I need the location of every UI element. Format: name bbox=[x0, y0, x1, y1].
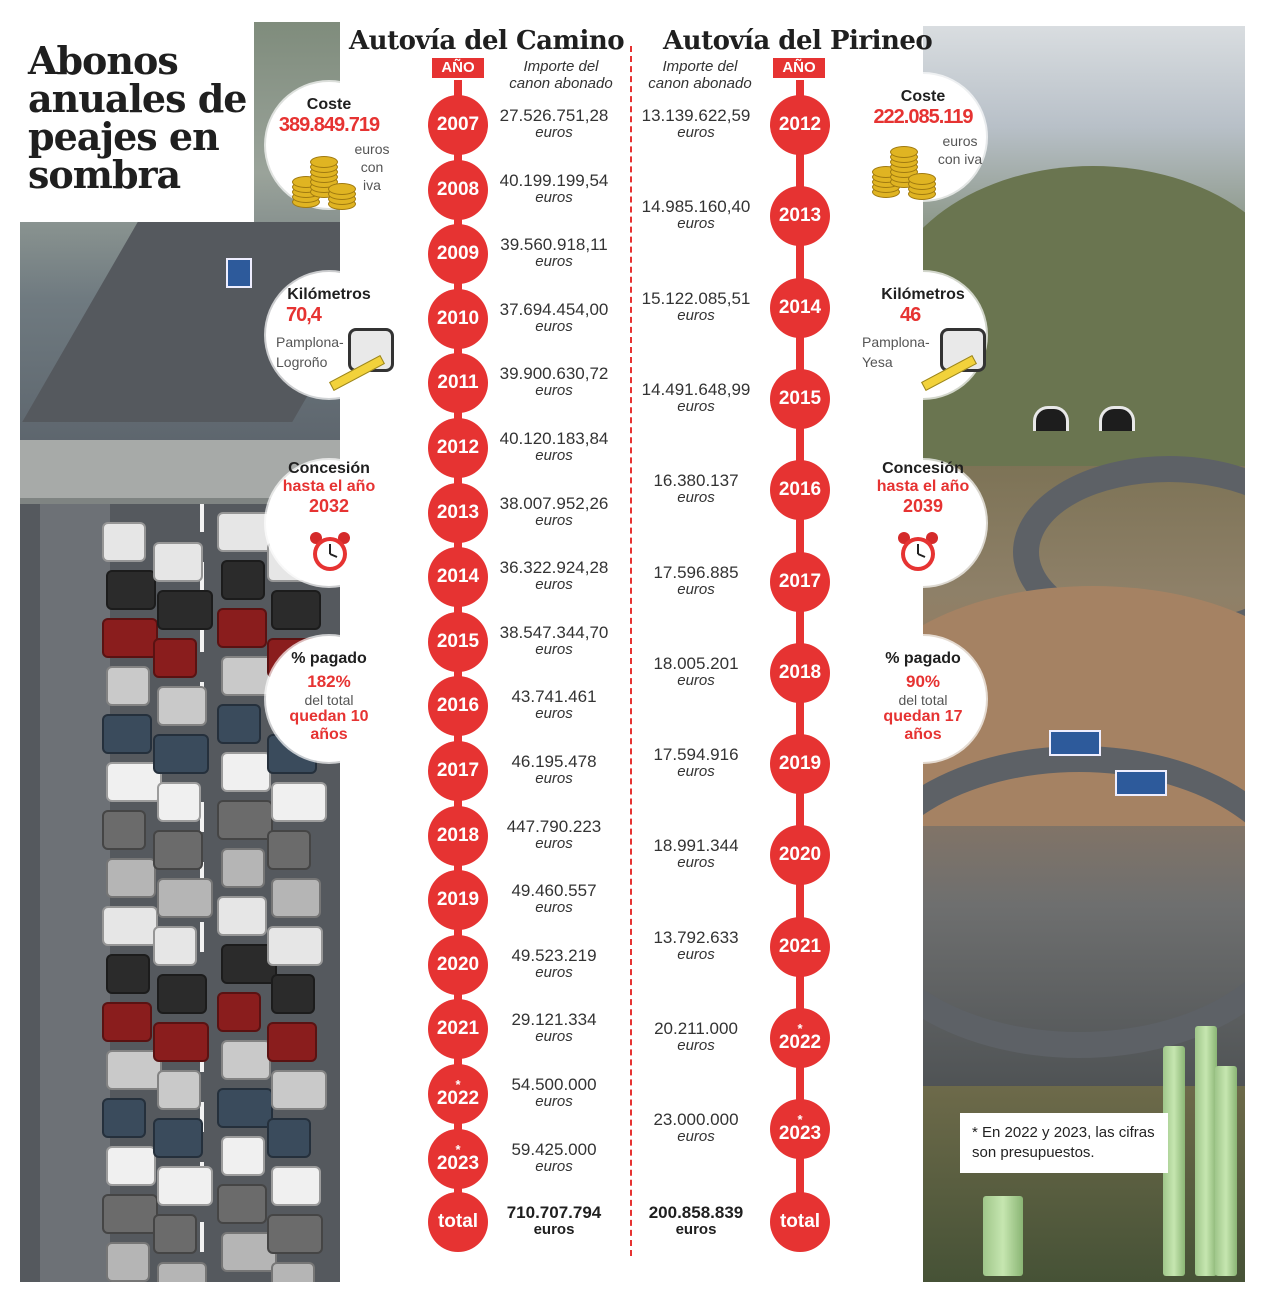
car bbox=[153, 734, 209, 774]
year-label: 2016 bbox=[436, 695, 480, 717]
amount-unit: euros bbox=[535, 188, 573, 206]
pirineo-paid-badge bbox=[860, 636, 986, 762]
coin-shape bbox=[310, 156, 338, 168]
concession-until: hasta el año bbox=[282, 478, 376, 495]
pirineo-year-node bbox=[770, 643, 830, 703]
pirineo-year-node bbox=[770, 552, 830, 612]
year-label: 2018 bbox=[778, 661, 822, 683]
paid-label: % pagado bbox=[885, 650, 961, 667]
paid-value: 182% bbox=[307, 672, 351, 691]
year-label: 2009 bbox=[436, 243, 480, 265]
amount-unit: euros bbox=[675, 1221, 717, 1238]
amount-unit: euros bbox=[677, 1128, 715, 1146]
amount-value: 18.005.201 bbox=[653, 653, 739, 673]
amount-unit: euros bbox=[677, 580, 715, 598]
car bbox=[271, 1262, 315, 1282]
pirineo-year-node bbox=[770, 278, 830, 338]
year-label: 2012 bbox=[778, 114, 822, 135]
budget-asterisk: * bbox=[797, 1112, 803, 1128]
coin-shape bbox=[890, 146, 918, 158]
car bbox=[267, 926, 323, 966]
car bbox=[102, 1098, 146, 1138]
camino-concession-badge bbox=[266, 460, 392, 586]
year-label: 2023 bbox=[778, 1123, 822, 1145]
car bbox=[267, 1214, 323, 1254]
concession-label: Concesión bbox=[288, 460, 370, 477]
amount-unit: euros bbox=[535, 963, 573, 981]
budget-asterisk: * bbox=[455, 1077, 461, 1092]
car bbox=[102, 618, 158, 658]
amount-unit: euros bbox=[535, 124, 573, 141]
pirineo-year-header: AÑO bbox=[773, 58, 825, 78]
car bbox=[217, 608, 267, 648]
camino-amount bbox=[479, 818, 629, 852]
car bbox=[102, 1002, 152, 1042]
concession-year: 2032 bbox=[308, 496, 350, 516]
year-label: 2020 bbox=[778, 844, 822, 866]
amount-unit: euros bbox=[677, 397, 715, 415]
car bbox=[153, 1118, 203, 1158]
coins-icon bbox=[868, 138, 932, 192]
amount-unit: euros bbox=[677, 124, 715, 141]
year-label: 2014 bbox=[778, 296, 822, 318]
title-box bbox=[18, 22, 254, 222]
coin-shape bbox=[328, 183, 356, 195]
car bbox=[102, 714, 152, 754]
car bbox=[102, 1194, 158, 1234]
paid-of-total: del total bbox=[304, 692, 354, 708]
car bbox=[221, 752, 271, 792]
km-route: Pamplona-Logroño bbox=[276, 334, 344, 370]
concession-until: hasta el año bbox=[876, 478, 970, 495]
pirineo-year-node bbox=[770, 1008, 830, 1068]
year-label: 2018 bbox=[436, 824, 480, 846]
plant-guard bbox=[1215, 1066, 1237, 1276]
amount-value: 14.985.160,40 bbox=[641, 197, 751, 217]
amount-value: 23.000.000 bbox=[653, 1110, 739, 1130]
tunnel-entrance bbox=[1033, 406, 1069, 431]
cost-value: 222.085.119 bbox=[873, 106, 973, 128]
car bbox=[153, 638, 197, 678]
amount-value: 49.460.557 bbox=[511, 881, 597, 901]
amount-value: 39.560.918,11 bbox=[500, 235, 608, 255]
pirineo-year-node bbox=[770, 917, 830, 977]
car bbox=[102, 810, 146, 850]
car bbox=[157, 1262, 207, 1282]
coin-shape bbox=[908, 173, 936, 185]
car bbox=[106, 954, 150, 994]
year-label: 2017 bbox=[778, 570, 822, 592]
amount-value: 39.900.630,72 bbox=[499, 364, 609, 384]
km-value: 46 bbox=[900, 304, 921, 326]
year-label: 2021 bbox=[778, 935, 822, 957]
amount-value: 46.195.478 bbox=[511, 752, 597, 771]
total-label: total bbox=[437, 1211, 479, 1232]
car bbox=[221, 848, 265, 888]
pirineo-km-badge bbox=[860, 272, 986, 398]
pirineo-amount bbox=[621, 198, 771, 232]
paid-of-total: del total bbox=[898, 692, 948, 708]
car bbox=[106, 1146, 156, 1186]
car bbox=[153, 926, 197, 966]
road-sign bbox=[226, 258, 252, 288]
cost-value: 389.849.719 bbox=[278, 114, 380, 136]
paid-remaining: quedan 17 años bbox=[883, 708, 963, 743]
paid-label: % pagado bbox=[291, 650, 367, 667]
amount-value: 49.523.219 bbox=[511, 945, 597, 965]
amount-value: 37.694.454,00 bbox=[499, 299, 609, 319]
km-label: Kilómetros bbox=[881, 286, 965, 303]
amount-unit: euros bbox=[535, 1028, 573, 1046]
pirineo-amount bbox=[621, 1111, 771, 1145]
coins-icon bbox=[288, 148, 352, 202]
car bbox=[157, 974, 207, 1014]
car bbox=[106, 1242, 150, 1282]
year-label: 2017 bbox=[436, 760, 480, 781]
concession-label: Concesión bbox=[882, 460, 964, 477]
pirineo-amount bbox=[621, 837, 771, 871]
pirineo-year-node bbox=[770, 95, 830, 155]
car bbox=[271, 1070, 327, 1110]
amount-value: 447.790.223 bbox=[506, 816, 602, 836]
year-label: 2012 bbox=[436, 437, 480, 458]
budget-asterisk: * bbox=[797, 1021, 803, 1036]
amount-unit: euros bbox=[677, 671, 715, 689]
km-value: 70,4 bbox=[286, 304, 321, 326]
camino-amount bbox=[479, 688, 629, 722]
car bbox=[106, 858, 156, 898]
camino-amount bbox=[479, 236, 629, 270]
plant-guard bbox=[1195, 1026, 1217, 1276]
car bbox=[267, 830, 311, 870]
plant-guard bbox=[983, 1196, 1023, 1276]
pirineo-year-node bbox=[770, 825, 830, 885]
camino-amount bbox=[479, 1141, 629, 1175]
pirineo-amount bbox=[621, 472, 771, 506]
year-label: 2015 bbox=[436, 630, 480, 652]
budget-footnote: * En 2022 y 2023, las cifras son presupuestos. bbox=[960, 1113, 1168, 1173]
camino-km-badge bbox=[266, 272, 392, 398]
car bbox=[217, 1184, 267, 1224]
amount-value: 29.121.334 bbox=[511, 1010, 597, 1030]
amount-value: 27.526.751,28 bbox=[499, 106, 609, 125]
car bbox=[153, 830, 203, 870]
car bbox=[221, 1040, 271, 1080]
amount-unit: euros bbox=[535, 1093, 573, 1110]
car bbox=[153, 1214, 197, 1254]
amount-value: 36.322.924,28 bbox=[499, 558, 609, 578]
car bbox=[102, 522, 146, 562]
amount-value: 18.991.344 bbox=[653, 836, 739, 856]
year-label: 2014 bbox=[436, 566, 480, 588]
camino-amount bbox=[479, 301, 629, 335]
car bbox=[271, 878, 321, 918]
year-label: 2013 bbox=[778, 205, 822, 227]
camino-amount bbox=[479, 882, 629, 916]
camino-paid-badge bbox=[266, 636, 392, 762]
pirineo-amount bbox=[621, 107, 771, 141]
car bbox=[157, 782, 201, 822]
cost-label: Coste bbox=[306, 96, 352, 113]
amount-value: 17.594.916 bbox=[653, 745, 739, 765]
camino-total-amount bbox=[479, 1204, 629, 1238]
total-label: total bbox=[779, 1211, 821, 1232]
cost-unit: euros con iva bbox=[354, 141, 390, 193]
camino-amount bbox=[479, 365, 629, 399]
year-label: 2015 bbox=[778, 387, 822, 409]
amount-unit: euros bbox=[677, 763, 715, 781]
concession-year: 2039 bbox=[902, 496, 944, 516]
year-label: 2020 bbox=[436, 953, 480, 975]
amount-unit: euros bbox=[535, 1157, 573, 1175]
amount-unit: euros bbox=[535, 447, 573, 464]
car bbox=[271, 974, 315, 1014]
amount-value: 40.120.183,84 bbox=[499, 429, 609, 448]
year-label: 2010 bbox=[436, 307, 480, 329]
camino-amount bbox=[479, 947, 629, 981]
paid-remaining: quedan 10 años bbox=[289, 708, 369, 743]
pirineo-cost-badge bbox=[860, 74, 986, 200]
pirineo-total-node bbox=[770, 1192, 830, 1252]
pirineo-amount bbox=[621, 1020, 771, 1054]
car bbox=[271, 782, 327, 822]
page-title: Abonos anuales de peajes en sombra bbox=[28, 38, 247, 197]
amount-value: 200.858.839 bbox=[648, 1203, 744, 1222]
car bbox=[217, 992, 261, 1032]
pirineo-amount bbox=[621, 655, 771, 689]
year-label: 2013 bbox=[436, 501, 480, 523]
paid-value: 90% bbox=[905, 672, 941, 691]
car bbox=[217, 512, 273, 552]
year-label: 2021 bbox=[436, 1018, 480, 1040]
pirineo-amount-header: Importe del canon abonado bbox=[648, 58, 752, 92]
car bbox=[271, 590, 321, 630]
car bbox=[102, 906, 158, 946]
amount-unit: euros bbox=[535, 770, 573, 787]
camino-amount bbox=[479, 1011, 629, 1045]
car bbox=[157, 878, 213, 918]
pirineo-year-node bbox=[770, 1099, 830, 1159]
year-label: 2019 bbox=[778, 753, 822, 775]
camino-amount bbox=[479, 753, 629, 787]
amount-unit: euros bbox=[535, 576, 573, 594]
camino-amount bbox=[479, 624, 629, 658]
amount-unit: euros bbox=[535, 253, 573, 271]
car bbox=[153, 542, 203, 582]
car bbox=[106, 570, 156, 610]
amount-unit: euros bbox=[535, 511, 573, 529]
amount-value: 16.380.137 bbox=[653, 471, 739, 491]
alarm-clock-icon bbox=[896, 530, 940, 574]
amount-unit: euros bbox=[535, 640, 573, 658]
pirineo-amount bbox=[621, 746, 771, 780]
camino-amount-header: Importe del canon abonado bbox=[509, 58, 613, 92]
amount-value: 15.122.085,51 bbox=[641, 288, 751, 308]
amount-unit: euros bbox=[535, 705, 573, 723]
year-label: 2011 bbox=[437, 372, 479, 394]
camino-amount bbox=[479, 172, 629, 206]
car bbox=[106, 666, 150, 706]
camino-amount bbox=[479, 559, 629, 593]
year-label: 2019 bbox=[436, 889, 480, 911]
pirineo-concession-badge bbox=[860, 460, 986, 586]
amount-unit: euros bbox=[677, 1037, 715, 1054]
amount-value: 54.500.000 bbox=[511, 1075, 597, 1094]
pirineo-title: Autovía del Pirineo bbox=[663, 26, 933, 56]
km-label: Kilómetros bbox=[287, 286, 371, 303]
amount-unit: euros bbox=[677, 489, 715, 507]
amount-unit: euros bbox=[535, 317, 573, 335]
amount-value: 59.425.000 bbox=[511, 1139, 597, 1159]
car bbox=[157, 1166, 213, 1206]
pirineo-year-node bbox=[770, 186, 830, 246]
pirineo-amount bbox=[621, 290, 771, 324]
pirineo-total-amount bbox=[621, 1204, 771, 1238]
car bbox=[267, 1022, 317, 1062]
amount-value: 13.792.633 bbox=[653, 927, 739, 947]
car bbox=[157, 1070, 201, 1110]
median bbox=[40, 492, 110, 1282]
km-route: Pamplona-Yesa bbox=[862, 334, 930, 370]
alarm-clock-icon bbox=[308, 530, 352, 574]
amount-unit: euros bbox=[533, 1221, 575, 1238]
car bbox=[153, 1022, 209, 1062]
car bbox=[221, 1136, 265, 1176]
camino-amount bbox=[479, 107, 629, 141]
car bbox=[157, 686, 207, 726]
pirineo-amount bbox=[621, 929, 771, 963]
amount-value: 43.741.461 bbox=[511, 687, 597, 707]
amount-unit: euros bbox=[677, 215, 715, 233]
amount-value: 14.491.648,99 bbox=[641, 379, 751, 399]
amount-value: 13.139.622,59 bbox=[641, 106, 751, 125]
pirineo-amount bbox=[621, 564, 771, 598]
amount-unit: euros bbox=[677, 945, 715, 963]
camino-title: Autovía del Camino bbox=[349, 26, 625, 56]
camino-amount bbox=[479, 495, 629, 529]
car bbox=[271, 1166, 321, 1206]
amount-value: 17.596.885 bbox=[653, 562, 739, 582]
car bbox=[217, 704, 261, 744]
year-label: 2022 bbox=[436, 1088, 480, 1109]
pirineo-year-node bbox=[770, 734, 830, 794]
amount-unit: euros bbox=[535, 899, 573, 917]
amount-value: 20.211.000 bbox=[654, 1019, 738, 1038]
car bbox=[267, 1118, 311, 1158]
budget-asterisk: * bbox=[455, 1141, 461, 1157]
amount-unit: euros bbox=[677, 306, 715, 324]
camino-amount bbox=[479, 1076, 629, 1110]
year-label: 2023 bbox=[436, 1152, 480, 1174]
camino-cost-badge bbox=[266, 82, 392, 208]
road-curve bbox=[923, 746, 1245, 1058]
year-label: 2022 bbox=[778, 1032, 822, 1053]
amount-value: 40.199.199,54 bbox=[499, 170, 609, 190]
amount-value: 38.547.344,70 bbox=[499, 622, 609, 642]
car bbox=[217, 896, 267, 936]
year-label: 2007 bbox=[436, 114, 480, 135]
cost-unit: euros con iva bbox=[937, 133, 983, 167]
car bbox=[217, 1088, 273, 1128]
road-sign bbox=[1115, 770, 1167, 796]
year-label: 2008 bbox=[436, 178, 480, 200]
amount-value: 38.007.952,26 bbox=[499, 493, 609, 513]
road-sign bbox=[1049, 730, 1101, 756]
tunnel-entrance bbox=[1099, 406, 1135, 431]
year-label: 2016 bbox=[778, 479, 822, 501]
amount-unit: euros bbox=[535, 834, 573, 852]
amount-unit: euros bbox=[535, 382, 573, 400]
camino-amount bbox=[479, 430, 629, 464]
car bbox=[221, 560, 265, 600]
amount-value: 710.707.794 bbox=[506, 1203, 602, 1222]
pirineo-year-node bbox=[770, 369, 830, 429]
camino-year-header: AÑO bbox=[432, 58, 484, 78]
car bbox=[217, 800, 273, 840]
pirineo-amount bbox=[621, 381, 771, 415]
car bbox=[157, 590, 213, 630]
amount-unit: euros bbox=[677, 854, 715, 872]
cost-label: Coste bbox=[900, 88, 946, 105]
pirineo-year-node bbox=[770, 460, 830, 520]
